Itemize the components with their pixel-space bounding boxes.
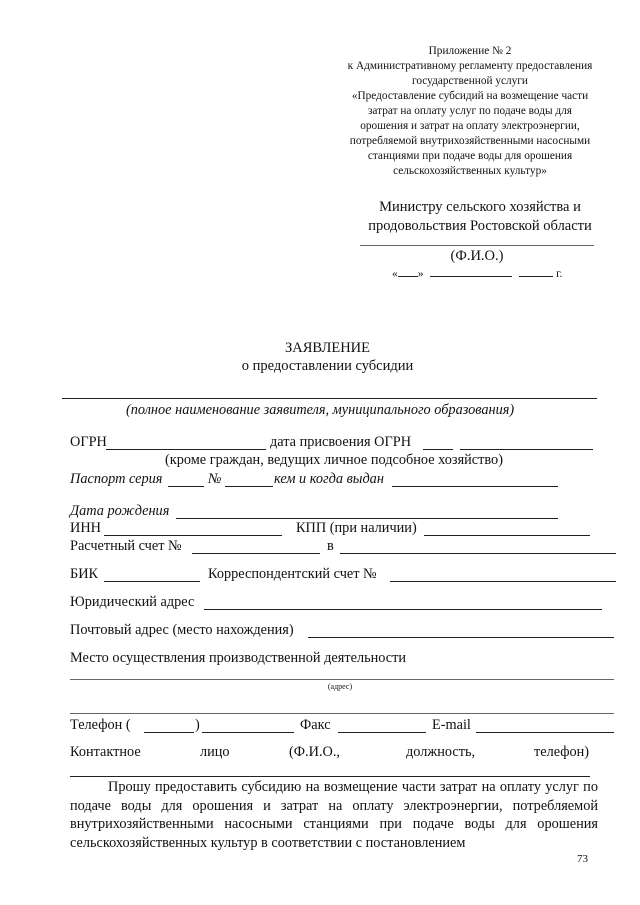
kpp-label: КПП (при наличии) [296, 520, 417, 536]
ogrn-date-field-1 [423, 449, 453, 450]
appendix-line: к Административному регламенту предоставления [347, 60, 593, 72]
bik-label: БИК [70, 566, 99, 582]
addressee-line: Министру сельского хозяйства и [379, 199, 581, 215]
request-paragraph: Прошу предоставить субсидию на возмещение части затрат на оплату услуг по подаче воды для орошения и затрат на оплату электроэнергии, потребляемой внутрихозяйственными насосными станциями при подаче воды для орошения сельскохозяйственных культур в соответствии с постановлением [70, 779, 598, 851]
legal-address-label: Юридический адрес [70, 594, 195, 610]
appendix-line: государственной услуги [412, 75, 528, 87]
applicant-caption: (полное наименование заявителя, муниципального образования) [126, 402, 515, 418]
inn-label: ИНН [70, 520, 101, 536]
phone-label: Телефон ( [70, 717, 131, 733]
appendix-line: затрат на оплату услуг по подаче воды для [367, 105, 573, 117]
date-line [392, 268, 562, 280]
passport-number-field [225, 486, 273, 487]
phone-code-field [144, 732, 194, 733]
year-suffix: г. [556, 268, 563, 280]
corr-account-label: Корреспондентский счет № [208, 566, 377, 582]
document-subtitle: о предоставлении субсидии [241, 358, 414, 374]
inn-field [104, 535, 282, 536]
contact-word-1: Контактное [70, 744, 141, 760]
passport-issued-label: кем и когда выдан [274, 471, 384, 487]
phone-field [202, 732, 294, 733]
appendix-line: станциями при подаче воды для орошения [367, 150, 573, 162]
appendix-line: потребляемой внутрихозяйственными насосными [349, 135, 591, 147]
fio-label: (Ф.И.О.) [450, 248, 504, 264]
applicant-name-line [62, 398, 597, 399]
address-caption: (адрес) [327, 682, 353, 691]
email-label: E-mail [432, 717, 471, 733]
postal-address-field [308, 637, 614, 638]
birth-date-label: Дата рождения [70, 503, 170, 519]
contact-field [70, 776, 590, 777]
contact-word-2: лицо [200, 744, 230, 760]
corr-account-field [390, 581, 616, 582]
ogrn-field [106, 449, 266, 450]
fio-line [360, 245, 594, 246]
passport-series-field [168, 486, 204, 487]
page-number: 73 [577, 853, 588, 865]
appendix-line: орошения и затрат на оплату электроэнергии, [360, 120, 580, 132]
birth-date-field [176, 518, 558, 519]
postal-address-label: Почтовый адрес (место нахождения) [70, 622, 294, 638]
ogrn-label: ОГРН [70, 434, 107, 450]
ogrn-date-field-2 [460, 449, 593, 450]
bank-field [340, 553, 616, 554]
fax-field [338, 732, 426, 733]
fax-label: Факс [300, 717, 331, 733]
phone-close-paren: ) [195, 717, 200, 733]
passport-series-label: Паспорт серия [70, 471, 163, 487]
appendix-line: «Предоставление субсидий на возмещение части [351, 90, 589, 102]
kpp-field [424, 535, 590, 536]
activity-address-line-2 [70, 713, 614, 714]
appendix-header [300, 44, 640, 179]
ogrn-date-label: дата присвоения ОГРН [270, 434, 412, 450]
passport-number-label: № [208, 471, 222, 487]
account-field [192, 553, 320, 554]
addressee-line: продовольствия Ростовской области [368, 218, 592, 234]
contact-word-3: (Ф.И.О., [289, 744, 341, 760]
account-label: Расчетный счет № [70, 538, 182, 554]
email-field [476, 732, 614, 733]
appendix-line: сельскохозяйственных культур» [393, 165, 547, 177]
date-quote-open: « [392, 268, 398, 280]
ogrn-note: (кроме граждан, ведущих личное подсобное хозяйство) [165, 452, 503, 468]
activity-place-label: Место осуществления производственной деятельности [70, 650, 406, 666]
contact-word-5: телефон) [534, 744, 590, 760]
contact-word-4: должность, [406, 744, 476, 760]
addressee-block [355, 198, 605, 236]
date-quote-close: » [417, 268, 424, 280]
passport-issued-field [392, 486, 558, 487]
account-in-label: в [327, 538, 334, 554]
legal-address-field [204, 609, 602, 610]
appendix-line: Приложение № 2 [428, 45, 512, 57]
activity-address-line [70, 679, 614, 680]
document-title: ЗАЯВЛЕНИЕ [284, 340, 371, 356]
bik-field [104, 581, 200, 582]
